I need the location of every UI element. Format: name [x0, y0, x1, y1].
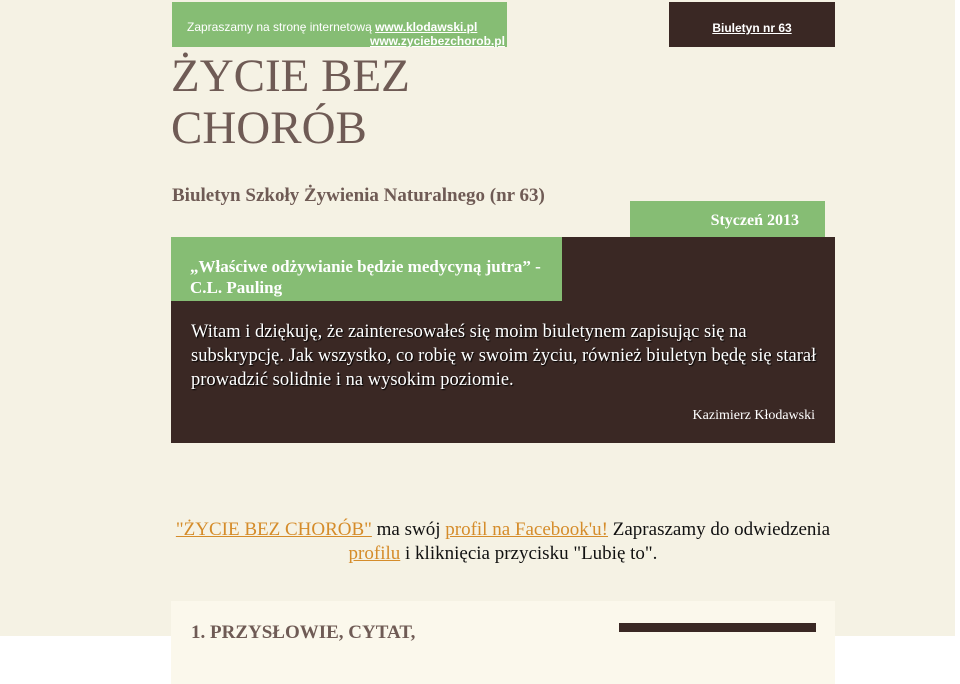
fb-text-1: ma swój [371, 519, 446, 540]
top-promo-banner [172, 2, 507, 47]
welcome-text: Witam i dziękuję, że zainteresowałeś się moim biuletynem zapisując się na subskrypcję. Jak wszystko, co robię w swoim życiu, również biuletyn będę się starał prowadzić solidnie i na wysokim poziomie. [191, 322, 817, 390]
facebook-promo [171, 518, 835, 566]
link-klodawski[interactable]: www.klodawski.pl [375, 20, 478, 34]
profile-link[interactable]: profilu [348, 543, 401, 564]
page-title: ŻYCIE BEZ CHORÓB [171, 50, 410, 154]
link-zyciebezchorob[interactable]: www.zyciebezchorob.pl [370, 34, 505, 48]
fb-text-3: i kliknięcia przycisku "Lubię to". [400, 543, 658, 564]
facebook-name-link[interactable]: "ŻYCIE BEZ CHORÓB" [175, 519, 372, 540]
issue-date: Styczeń 2013 [630, 201, 825, 240]
promo-text: Zapraszamy na stronę internetową [187, 20, 376, 34]
newsletter-subtitle: Biuletyn Szkoły Żywienia Naturalnego (nr 63) [172, 185, 545, 206]
facebook-profile-link[interactable]: profil na Facebook'u! [445, 519, 609, 540]
author-signature: Kazimierz Kłodawski [692, 408, 815, 423]
section-divider-bar [619, 623, 816, 632]
issue-number-badge[interactable]: Biuletyn nr 63 [669, 2, 835, 47]
quote-box: „Właściwe odżywianie będzie medycyną jutra” - C.L. Pauling [171, 237, 562, 301]
section-title: 1. PRZYSŁOWIE, CYTAT, [191, 622, 416, 643]
fb-text-2: Zapraszamy do odwiedzenia [608, 519, 831, 540]
